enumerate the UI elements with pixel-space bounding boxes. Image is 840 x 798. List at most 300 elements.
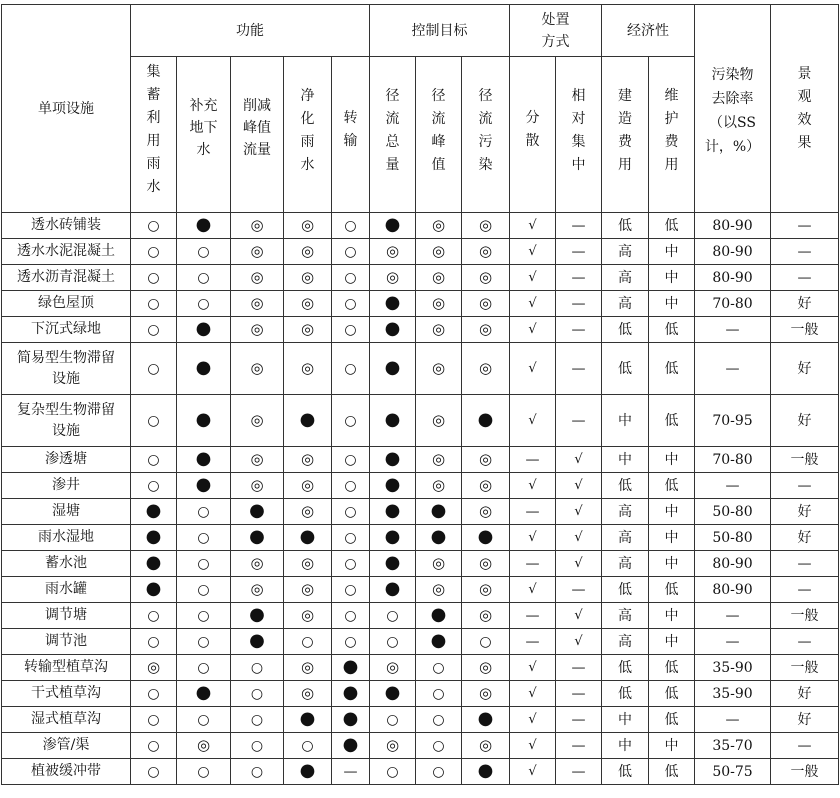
rating-cell: ● xyxy=(131,499,177,525)
landscape-cell: 一般 xyxy=(771,447,839,473)
rating-cell: ● xyxy=(416,603,462,629)
removal-rate-cell: 80-90 xyxy=(695,265,771,291)
table-row xyxy=(2,759,839,785)
rating-cell: ○ xyxy=(177,707,231,733)
rating-cell: ◎ xyxy=(284,681,332,707)
facility-header: 单项设施 xyxy=(2,5,131,213)
cost-cell: 高 xyxy=(602,629,649,655)
rating-cell: ○ xyxy=(416,681,462,707)
rating-cell: √ xyxy=(510,577,556,603)
rating-cell: ○ xyxy=(332,265,370,291)
rating-cell: ◎ xyxy=(231,213,284,239)
rating-cell: ◎ xyxy=(231,317,284,343)
rating-cell: ◎ xyxy=(231,395,284,447)
rating-cell: ◎ xyxy=(231,239,284,265)
landscape-cell: — xyxy=(771,213,839,239)
cost-cell: 中 xyxy=(602,447,649,473)
cost-cell: 中 xyxy=(602,395,649,447)
disposal-group-header: 处置 方式 xyxy=(510,5,602,57)
rating-cell: ○ xyxy=(332,499,370,525)
rating-cell: ◎ xyxy=(284,603,332,629)
cost-cell: 低 xyxy=(649,577,695,603)
rating-cell: ● xyxy=(462,759,510,785)
function-group-header: 功能 xyxy=(131,5,370,57)
rating-cell: √ xyxy=(510,343,556,395)
rating-cell: ○ xyxy=(370,603,416,629)
cost-cell: 低 xyxy=(602,317,649,343)
rating-cell: ● xyxy=(370,499,416,525)
table-row xyxy=(2,629,839,655)
rating-cell: ● xyxy=(131,551,177,577)
rating-cell: ○ xyxy=(131,447,177,473)
rating-cell: √ xyxy=(556,629,602,655)
rating-cell: — xyxy=(556,759,602,785)
rating-cell: ● xyxy=(370,551,416,577)
cost-cell: 中 xyxy=(649,239,695,265)
rating-cell: ● xyxy=(462,525,510,551)
landscape-cell: 好 xyxy=(771,707,839,733)
table-row xyxy=(2,291,839,317)
table-row xyxy=(2,655,839,681)
rating-cell: ◎ xyxy=(462,239,510,265)
removal-rate-cell: 80-90 xyxy=(695,577,771,603)
landscape-cell: — xyxy=(771,265,839,291)
rating-cell: ● xyxy=(416,499,462,525)
economy-group-header: 经济性 xyxy=(602,5,695,57)
cost-cell: 低 xyxy=(649,681,695,707)
cost-cell: 高 xyxy=(602,291,649,317)
rating-cell: ● xyxy=(370,317,416,343)
rating-cell: ○ xyxy=(332,525,370,551)
col-dispersed: 分散 xyxy=(510,57,556,213)
cost-cell: 低 xyxy=(602,213,649,239)
facility-name: 透水砖铺装 xyxy=(2,213,131,239)
rating-cell: ◎ xyxy=(462,291,510,317)
rating-cell: — xyxy=(556,395,602,447)
rating-cell: ○ xyxy=(177,629,231,655)
landscape-cell: — xyxy=(771,629,839,655)
pollutant-removal-header: 污染物 去除率 （以SS 计，%） xyxy=(695,5,771,213)
rating-cell: ◎ xyxy=(284,655,332,681)
rating-cell: ○ xyxy=(131,473,177,499)
rating-cell: ◎ xyxy=(416,395,462,447)
rating-cell: ◎ xyxy=(231,447,284,473)
cost-cell: 中 xyxy=(649,291,695,317)
rating-cell: ○ xyxy=(177,655,231,681)
col-runoff-volume: 径流总量 xyxy=(370,57,416,213)
removal-rate-cell: 50-75 xyxy=(695,759,771,785)
rating-cell: ◎ xyxy=(416,291,462,317)
cost-cell: 高 xyxy=(602,551,649,577)
rating-cell: ○ xyxy=(231,681,284,707)
rating-cell: √ xyxy=(556,551,602,577)
rating-cell: ◎ xyxy=(462,577,510,603)
facility-name: 湿塘 xyxy=(2,499,131,525)
rating-cell: ○ xyxy=(231,707,284,733)
rating-cell: — xyxy=(556,681,602,707)
rating-cell: ○ xyxy=(131,759,177,785)
table-row xyxy=(2,733,839,759)
rating-cell: √ xyxy=(510,655,556,681)
rating-cell: ◎ xyxy=(284,343,332,395)
rating-cell: ○ xyxy=(332,551,370,577)
rating-cell: ○ xyxy=(332,291,370,317)
table-row xyxy=(2,577,839,603)
rating-cell: ◎ xyxy=(370,239,416,265)
rating-cell: ◎ xyxy=(416,447,462,473)
rating-cell: — xyxy=(510,603,556,629)
rating-cell: — xyxy=(556,343,602,395)
table-row xyxy=(2,239,839,265)
removal-rate-cell: 80-90 xyxy=(695,213,771,239)
rating-cell: — xyxy=(556,317,602,343)
rating-cell: ○ xyxy=(177,499,231,525)
table-row xyxy=(2,265,839,291)
rating-cell: ● xyxy=(370,473,416,499)
rating-cell: ● xyxy=(370,343,416,395)
cost-cell: 中 xyxy=(649,525,695,551)
landscape-cell: 一般 xyxy=(771,655,839,681)
rating-cell: √ xyxy=(510,733,556,759)
rating-cell: — xyxy=(510,499,556,525)
col-maintain-cost: 维护费用 xyxy=(649,57,695,213)
landscape-cell: 一般 xyxy=(771,317,839,343)
rating-cell: ● xyxy=(231,499,284,525)
landscape-cell: 好 xyxy=(771,525,839,551)
rating-cell: ◎ xyxy=(370,655,416,681)
rating-cell: ○ xyxy=(231,759,284,785)
rating-cell: ○ xyxy=(131,733,177,759)
landscape-header: 景观效果 xyxy=(771,5,839,213)
rating-cell: ● xyxy=(284,707,332,733)
removal-rate-cell: — xyxy=(695,343,771,395)
rating-cell: ◎ xyxy=(416,551,462,577)
facility-name: 简易型生物滞留 设施 xyxy=(2,343,131,395)
rating-cell: — xyxy=(510,447,556,473)
rating-cell: ○ xyxy=(177,265,231,291)
rating-cell: — xyxy=(556,213,602,239)
rating-cell: √ xyxy=(510,291,556,317)
rating-cell: ● xyxy=(231,603,284,629)
facility-name: 植被缓冲带 xyxy=(2,759,131,785)
rating-cell: √ xyxy=(556,447,602,473)
facility-name: 绿色屋顶 xyxy=(2,291,131,317)
facility-name: 下沉式绿地 xyxy=(2,317,131,343)
rating-cell: — xyxy=(556,239,602,265)
rating-cell: ○ xyxy=(177,577,231,603)
cost-cell: 低 xyxy=(649,395,695,447)
cost-cell: 高 xyxy=(602,499,649,525)
rating-cell: ◎ xyxy=(416,577,462,603)
landscape-cell: — xyxy=(771,577,839,603)
rating-cell: ◎ xyxy=(231,343,284,395)
rating-cell: ● xyxy=(370,681,416,707)
rating-cell: √ xyxy=(556,525,602,551)
rating-cell: ◎ xyxy=(462,317,510,343)
rating-cell: ● xyxy=(462,395,510,447)
cost-cell: 中 xyxy=(602,733,649,759)
rating-cell: ◎ xyxy=(284,551,332,577)
rating-cell: ● xyxy=(416,629,462,655)
rating-cell: √ xyxy=(556,499,602,525)
rating-cell: ○ xyxy=(131,239,177,265)
facility-name: 转输型植草沟 xyxy=(2,655,131,681)
rating-cell: ◎ xyxy=(177,733,231,759)
rating-cell: √ xyxy=(510,759,556,785)
cost-cell: 中 xyxy=(649,499,695,525)
facility-name: 复杂型生物滞留 设施 xyxy=(2,395,131,447)
landscape-cell: 一般 xyxy=(771,759,839,785)
rating-cell: ◎ xyxy=(462,473,510,499)
rating-cell: ◎ xyxy=(370,733,416,759)
landscape-cell: 好 xyxy=(771,395,839,447)
rating-cell: ● xyxy=(370,525,416,551)
cost-cell: 低 xyxy=(602,577,649,603)
rating-cell: ○ xyxy=(332,629,370,655)
rating-cell: ◎ xyxy=(284,473,332,499)
landscape-cell: — xyxy=(771,239,839,265)
rating-cell: ● xyxy=(231,525,284,551)
rating-cell: ● xyxy=(177,213,231,239)
rating-cell: ◎ xyxy=(284,317,332,343)
rating-cell: ◎ xyxy=(284,577,332,603)
facility-name: 雨水湿地 xyxy=(2,525,131,551)
facility-name: 渗井 xyxy=(2,473,131,499)
rating-cell: ○ xyxy=(416,655,462,681)
rating-cell: ◎ xyxy=(284,239,332,265)
removal-rate-cell: 70-80 xyxy=(695,447,771,473)
removal-rate-cell: — xyxy=(695,707,771,733)
rating-cell: ◎ xyxy=(231,473,284,499)
facility-name: 湿式植草沟 xyxy=(2,707,131,733)
cost-cell: 低 xyxy=(649,213,695,239)
rating-cell: ● xyxy=(462,707,510,733)
table-row xyxy=(2,395,839,447)
cost-cell: 低 xyxy=(602,655,649,681)
rating-cell: ○ xyxy=(177,291,231,317)
rating-cell: ○ xyxy=(370,759,416,785)
rating-cell: ◎ xyxy=(462,447,510,473)
rating-cell: ○ xyxy=(131,317,177,343)
rating-cell: ● xyxy=(332,655,370,681)
rating-cell: ○ xyxy=(332,213,370,239)
rating-cell: ○ xyxy=(332,447,370,473)
facility-name: 蓄水池 xyxy=(2,551,131,577)
rating-cell: ○ xyxy=(231,655,284,681)
col-build-cost: 建造费用 xyxy=(602,57,649,213)
rating-cell: ◎ xyxy=(231,291,284,317)
removal-rate-cell: — xyxy=(695,603,771,629)
table-row xyxy=(2,603,839,629)
rating-cell: √ xyxy=(510,239,556,265)
rating-cell: ◎ xyxy=(416,343,462,395)
rating-cell: ○ xyxy=(177,525,231,551)
removal-rate-cell: 35-90 xyxy=(695,681,771,707)
rating-cell: ○ xyxy=(332,603,370,629)
rating-cell: ● xyxy=(177,447,231,473)
cost-cell: 低 xyxy=(649,473,695,499)
rating-cell: ○ xyxy=(231,733,284,759)
landscape-cell: — xyxy=(771,733,839,759)
rating-cell: √ xyxy=(510,317,556,343)
rating-cell: ◎ xyxy=(462,343,510,395)
rating-cell: ● xyxy=(177,395,231,447)
rating-cell: ● xyxy=(177,681,231,707)
removal-rate-cell: 70-95 xyxy=(695,395,771,447)
cost-cell: 中 xyxy=(649,447,695,473)
rating-cell: — xyxy=(332,759,370,785)
rating-cell: ◎ xyxy=(131,655,177,681)
landscape-cell: 一般 xyxy=(771,603,839,629)
cost-cell: 高 xyxy=(602,603,649,629)
cost-cell: 低 xyxy=(649,759,695,785)
table-row xyxy=(2,343,839,395)
rating-cell: ◎ xyxy=(462,681,510,707)
cost-cell: 高 xyxy=(602,525,649,551)
rating-cell: ● xyxy=(370,213,416,239)
rating-cell: ● xyxy=(177,473,231,499)
rating-cell: ● xyxy=(284,759,332,785)
cost-cell: 低 xyxy=(602,759,649,785)
removal-rate-cell: — xyxy=(695,317,771,343)
table-row xyxy=(2,213,839,239)
facility-name: 渗管/渠 xyxy=(2,733,131,759)
rating-cell: ● xyxy=(284,525,332,551)
rating-cell: ◎ xyxy=(462,551,510,577)
rating-cell: √ xyxy=(556,603,602,629)
rating-cell: ○ xyxy=(177,239,231,265)
landscape-cell: — xyxy=(771,551,839,577)
facility-name: 雨水罐 xyxy=(2,577,131,603)
rating-cell: ○ xyxy=(416,707,462,733)
rating-cell: ◎ xyxy=(284,291,332,317)
rating-cell: ◎ xyxy=(462,265,510,291)
rating-cell: ◎ xyxy=(416,473,462,499)
rating-cell: ◎ xyxy=(462,213,510,239)
removal-rate-cell: 80-90 xyxy=(695,239,771,265)
rating-cell: ● xyxy=(370,447,416,473)
rating-cell: ○ xyxy=(131,603,177,629)
removal-rate-cell: 80-90 xyxy=(695,551,771,577)
rating-cell: ◎ xyxy=(284,499,332,525)
rating-cell: ○ xyxy=(177,759,231,785)
rating-cell: ● xyxy=(177,317,231,343)
rating-cell: ● xyxy=(332,681,370,707)
facility-name: 透水水泥混凝土 xyxy=(2,239,131,265)
rating-cell: ○ xyxy=(131,343,177,395)
rating-cell: ◎ xyxy=(416,265,462,291)
rating-cell: ○ xyxy=(131,395,177,447)
table-row xyxy=(2,525,839,551)
cost-cell: 低 xyxy=(649,707,695,733)
rating-cell: ◎ xyxy=(416,239,462,265)
rating-cell: ● xyxy=(370,577,416,603)
rating-cell: — xyxy=(556,655,602,681)
rating-cell: ● xyxy=(370,291,416,317)
removal-rate-cell: — xyxy=(695,629,771,655)
rating-cell: ◎ xyxy=(462,499,510,525)
cost-cell: 中 xyxy=(649,603,695,629)
table-body xyxy=(2,213,839,785)
rating-cell: ○ xyxy=(332,317,370,343)
rating-cell: ● xyxy=(332,733,370,759)
removal-rate-cell: 35-70 xyxy=(695,733,771,759)
rating-cell: √ xyxy=(510,395,556,447)
table-row xyxy=(2,317,839,343)
cost-cell: 低 xyxy=(602,343,649,395)
col-purify-rain: 净化雨水 xyxy=(284,57,332,213)
rating-cell: ● xyxy=(332,707,370,733)
col-runoff-pollution: 径流污染 xyxy=(462,57,510,213)
rating-cell: ◎ xyxy=(231,265,284,291)
rating-cell: ○ xyxy=(284,629,332,655)
table-row xyxy=(2,551,839,577)
cost-cell: 低 xyxy=(602,473,649,499)
col-recharge-groundwater: 补充 地下 水 xyxy=(177,57,231,213)
rating-cell: ○ xyxy=(370,629,416,655)
rating-cell: ○ xyxy=(332,395,370,447)
cost-cell: 低 xyxy=(649,655,695,681)
rating-cell: — xyxy=(556,707,602,733)
landscape-cell: 好 xyxy=(771,681,839,707)
rating-cell: ○ xyxy=(131,629,177,655)
rating-cell: ● xyxy=(370,395,416,447)
rating-cell: √ xyxy=(510,473,556,499)
cost-cell: 低 xyxy=(602,681,649,707)
rating-cell: — xyxy=(510,629,556,655)
rating-cell: ○ xyxy=(332,577,370,603)
removal-rate-cell: 70-80 xyxy=(695,291,771,317)
rating-cell: √ xyxy=(556,473,602,499)
rating-cell: ○ xyxy=(416,759,462,785)
rating-cell: ○ xyxy=(332,473,370,499)
rating-cell: √ xyxy=(510,681,556,707)
facility-name: 干式植草沟 xyxy=(2,681,131,707)
rating-cell: ● xyxy=(177,343,231,395)
rating-cell: ○ xyxy=(284,733,332,759)
rating-cell: — xyxy=(510,551,556,577)
landscape-cell: 好 xyxy=(771,499,839,525)
rating-cell: √ xyxy=(510,707,556,733)
rating-cell: √ xyxy=(510,525,556,551)
cost-cell: 中 xyxy=(649,629,695,655)
rating-cell: ◎ xyxy=(462,733,510,759)
col-centralized: 相对集中 xyxy=(556,57,602,213)
facility-name: 调节池 xyxy=(2,629,131,655)
rating-cell: ○ xyxy=(131,291,177,317)
rating-cell: √ xyxy=(510,213,556,239)
rating-cell: — xyxy=(556,733,602,759)
rating-cell: ○ xyxy=(370,707,416,733)
rating-cell: ◎ xyxy=(462,603,510,629)
rating-cell: ● xyxy=(416,525,462,551)
col-collect-rain: 集蓄利用雨水 xyxy=(131,57,177,213)
cost-cell: 中 xyxy=(602,707,649,733)
cost-cell: 中 xyxy=(649,733,695,759)
rating-cell: ○ xyxy=(177,603,231,629)
table-row xyxy=(2,473,839,499)
rating-cell: ○ xyxy=(131,681,177,707)
table-row xyxy=(2,499,839,525)
rating-cell: ● xyxy=(231,629,284,655)
rating-cell: ◎ xyxy=(284,265,332,291)
cost-cell: 高 xyxy=(602,265,649,291)
lid-facility-table xyxy=(1,4,839,785)
rating-cell: ○ xyxy=(131,265,177,291)
facility-name: 调节塘 xyxy=(2,603,131,629)
cost-cell: 低 xyxy=(649,343,695,395)
rating-cell: — xyxy=(556,291,602,317)
